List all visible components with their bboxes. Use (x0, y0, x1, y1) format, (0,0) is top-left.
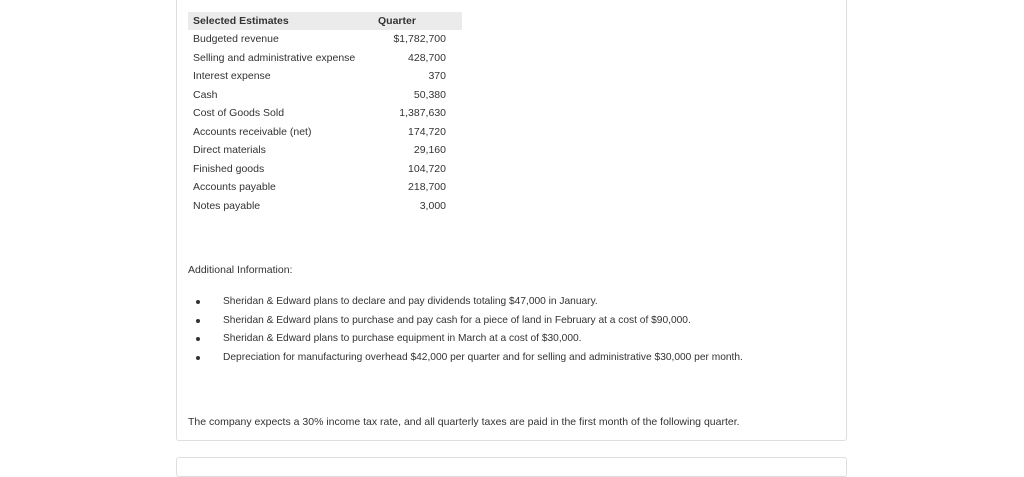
row-value: 3,000 (419, 199, 446, 212)
list-item-text: Sheridan & Edward plans to declare and pay dividends totaling $47,000 in January. (223, 296, 598, 307)
list-item (188, 349, 743, 368)
table-header-row (188, 12, 462, 30)
additional-information-heading: Additional Information: (188, 264, 293, 276)
table-row (188, 67, 462, 86)
row-label: Finished goods (193, 162, 265, 175)
header-quarter: Quarter (378, 12, 462, 30)
list-item (188, 312, 743, 331)
table-row (188, 86, 462, 105)
tax-note: The company expects a 30% income tax rate, and all quarterly taxes are paid in the first month of the following quarter. (188, 416, 740, 428)
row-label: Notes payable (193, 199, 261, 212)
list-item-text: Depreciation for manufacturing overhead $42,000 per quarter and for selling and administrative $30,000 per month. (223, 351, 743, 363)
row-value: $1,782,700 (393, 33, 446, 46)
table-row (188, 141, 462, 160)
table-row (188, 178, 462, 197)
row-label: Interest expense (193, 70, 271, 83)
row-value: 370 (428, 70, 446, 83)
row-value: 104,720 (408, 162, 446, 175)
row-label: Selling and administrative expense (193, 51, 356, 64)
row-value: 29,160 (413, 144, 446, 157)
list-item-text: Sheridan & Edward plans to purchase and pay cash for a piece of land in February at a cost of $90,000. (223, 314, 691, 326)
row-label: Budgeted revenue (193, 33, 279, 46)
row-value: 50,380 (413, 88, 446, 101)
list-item-text: Sheridan & Edward plans to purchase equipment in March at a cost of $30,000. (223, 333, 582, 344)
row-value: 218,700 (408, 181, 446, 194)
additional-information-list (188, 293, 743, 367)
bullet-icon (196, 337, 200, 341)
next-card (176, 457, 847, 477)
row-value: 174,720 (408, 125, 446, 138)
row-label: Accounts payable (193, 181, 276, 194)
header-selected-estimates: Selected Estimates (188, 12, 378, 30)
list-item (188, 293, 743, 312)
list-item (188, 330, 743, 349)
estimates-table (188, 12, 462, 215)
row-value: 1,387,630 (399, 107, 446, 120)
table-row (188, 160, 462, 179)
table-row (188, 49, 462, 68)
table-row (188, 30, 462, 49)
row-label: Cost of Goods Sold (193, 107, 285, 120)
row-label: Cash (193, 88, 218, 101)
bullet-icon (196, 319, 200, 323)
table-row (188, 123, 462, 142)
bullet-icon (196, 300, 200, 304)
table-row (188, 197, 462, 216)
table-row (188, 104, 462, 123)
row-value: 428,700 (408, 51, 446, 64)
row-label: Direct materials (193, 144, 266, 157)
row-label: Accounts receivable (net) (193, 125, 312, 138)
bullet-icon (196, 356, 200, 360)
